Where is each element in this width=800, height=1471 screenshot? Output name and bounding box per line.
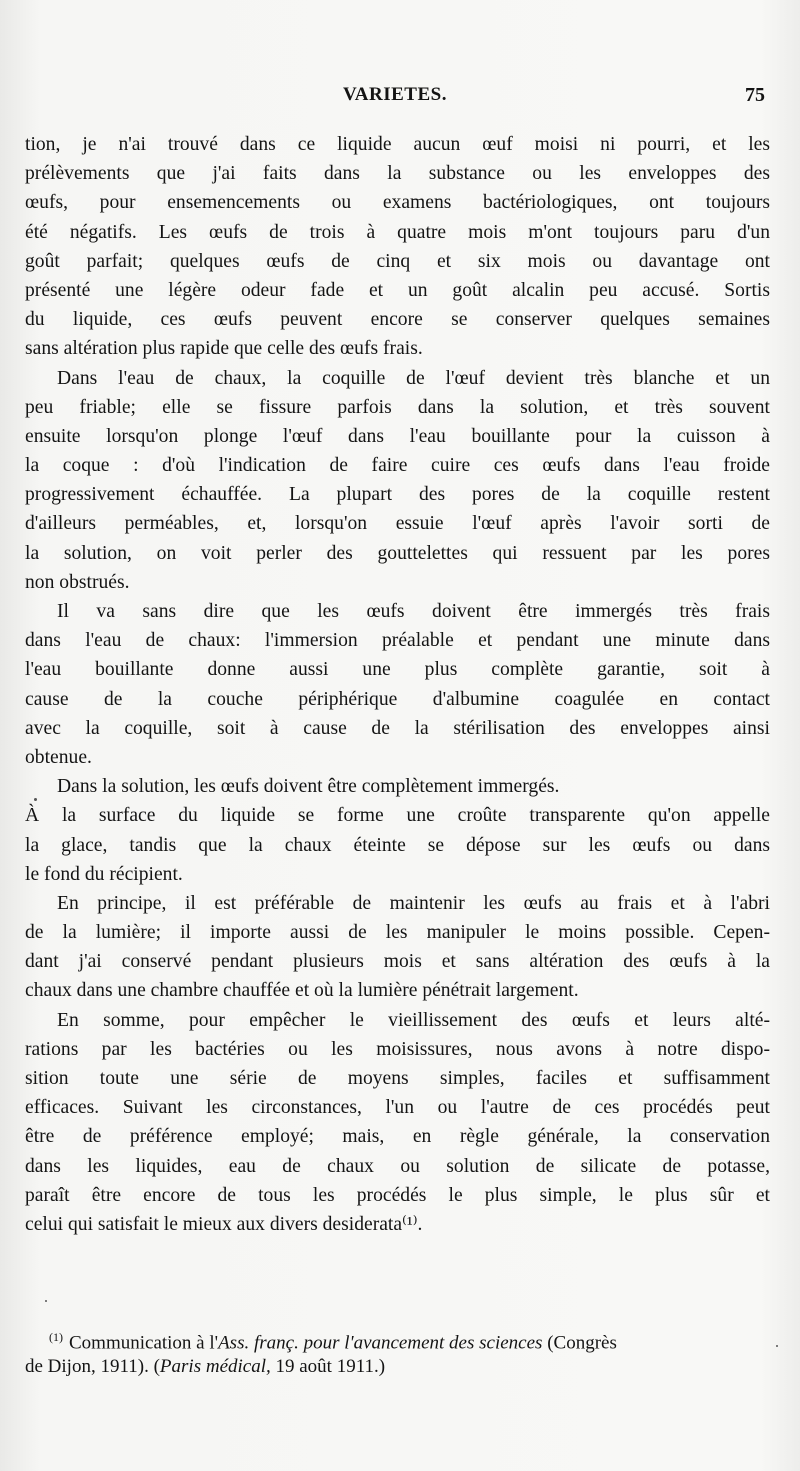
print-speck bbox=[776, 1345, 778, 1347]
text-line: dans l'eau de chaux: l'immersion préalable et pendant une minute dans bbox=[25, 630, 770, 652]
text-line: Dans l'eau de chaux, la coquille de l'œuf devient très blanche et un bbox=[57, 367, 770, 389]
footnote-source-title: Ass. franç. pour l'avancement des sciences bbox=[218, 1332, 543, 1354]
text-line: En principe, il est préférable de maintenir les œufs au frais et à l'abri bbox=[57, 892, 770, 914]
running-header bbox=[25, 84, 765, 114]
text-line: prélèvements que j'ai faits dans la substance ou les enveloppes des bbox=[25, 163, 770, 185]
text-line: la solution, on voit perler des gouttelettes qui ressuent par les pores bbox=[25, 542, 770, 564]
text-line: tion, je n'ai trouvé dans ce liquide aucun œuf moisi ni pourri, et les bbox=[25, 134, 770, 155]
text-line: œufs, pour ensemencements ou examens bactériologiques, ont toujours bbox=[25, 192, 770, 214]
text-line: avec la coquille, soit à cause de la stérilisation des enveloppes ainsi bbox=[25, 717, 770, 739]
footnote-text: de Dijon, 1911). ( bbox=[25, 1356, 160, 1377]
footnote-text: (Congrès bbox=[542, 1332, 617, 1354]
text-line: Dans la solution, les œufs doivent être complètement immergés. bbox=[57, 776, 560, 798]
text-line: la glace, tandis que la chaux éteinte se dépose sur les œufs ou dans bbox=[25, 834, 770, 856]
footnote-text: 19 août 1911.) bbox=[270, 1356, 386, 1377]
text-line: chaux dans une chambre chauffée et où la lumière pénétrait largement. bbox=[25, 980, 579, 1002]
text-line: paraît être encore de tous les procédés le plus simple, le plus sûr et bbox=[25, 1184, 770, 1206]
text-line: cause de la couche périphérique d'albumine coagulée en contact bbox=[25, 688, 770, 710]
page-number: 75 bbox=[745, 84, 765, 106]
footnote bbox=[25, 1322, 770, 1382]
text-line: présenté une légère odeur fade et un goût alcalin peu accusé. Sortis bbox=[25, 279, 770, 301]
text-line: de la lumière; il importe aussi de les manipuler le moins possible. Cepen- bbox=[25, 922, 770, 944]
text-line: ensuite lorsqu'on plonge l'œuf dans l'eau bouillante pour la cuisson à bbox=[25, 425, 770, 447]
footnote-line bbox=[25, 1352, 770, 1382]
body-text bbox=[25, 130, 770, 1239]
text-line: dans les liquides, eau de chaux ou solution de silicate de potasse, bbox=[25, 1155, 770, 1177]
text-line: progressivement échauffée. La plupart des pores de la coquille restent bbox=[25, 484, 770, 506]
text-line: En somme, pour empêcher le vieillissement des œufs et leurs alté- bbox=[57, 1009, 770, 1031]
footnote-marker: (1) bbox=[49, 1330, 63, 1344]
text-line: goût parfait; quelques œufs de cinq et six mois ou davantage ont bbox=[25, 250, 770, 272]
text-line: été négatifs. Les œufs de trois à quatre mois m'ont toujours paru d'un bbox=[25, 221, 770, 243]
text-line: être de préférence employé; mais, en règle générale, la conservation bbox=[25, 1126, 770, 1148]
text-line: À la surface du liquide se forme une croûte transparente qu'on appelle bbox=[25, 805, 770, 827]
text-line: du liquide, ces œufs peuvent encore se conserver quelques semaines bbox=[25, 309, 770, 331]
print-speck bbox=[45, 1300, 47, 1302]
footnote-journal-title: Paris médical, bbox=[159, 1356, 271, 1377]
text-line: dant j'ai conservé pendant plusieurs mois et sans altération des œufs à la bbox=[25, 951, 770, 973]
print-speck bbox=[34, 798, 37, 801]
text-line: l'eau bouillante donne aussi une plus complète garantie, soit à bbox=[25, 659, 770, 681]
running-title: VARIETES. bbox=[343, 84, 447, 105]
text-line: celui qui satisfait le mieux aux divers desiderata⁽¹⁾. bbox=[25, 1213, 423, 1235]
text-line: sans altération plus rapide que celle des œufs frais. bbox=[25, 338, 423, 360]
text-line: Il va sans dire que les œufs doivent être immergés très frais bbox=[57, 601, 770, 622]
footnote-line bbox=[25, 1322, 770, 1352]
text-line: le fond du récipient. bbox=[25, 863, 183, 885]
text-line: non obstrués. bbox=[25, 571, 130, 593]
footnote-text: Communication à l' bbox=[69, 1332, 219, 1354]
text-line: peu friable; elle se fissure parfois dans la solution, et très souvent bbox=[25, 396, 770, 418]
text-line: la coque : d'où l'indication de faire cuire ces œufs dans l'eau froide bbox=[25, 455, 770, 477]
text-line: efficaces. Suivant les circonstances, l'un ou l'autre de ces procédés peut bbox=[25, 1097, 770, 1119]
text-line: d'ailleurs perméables, et, lorsqu'on essuie l'œuf après l'avoir sorti de bbox=[25, 513, 770, 535]
text-line: rations par les bactéries ou les moisissures, nous avons à notre dispo- bbox=[25, 1038, 770, 1060]
text-line: obtenue. bbox=[25, 746, 92, 768]
text-line: sition toute une série de moyens simples, faciles et suffisamment bbox=[25, 1068, 770, 1089]
